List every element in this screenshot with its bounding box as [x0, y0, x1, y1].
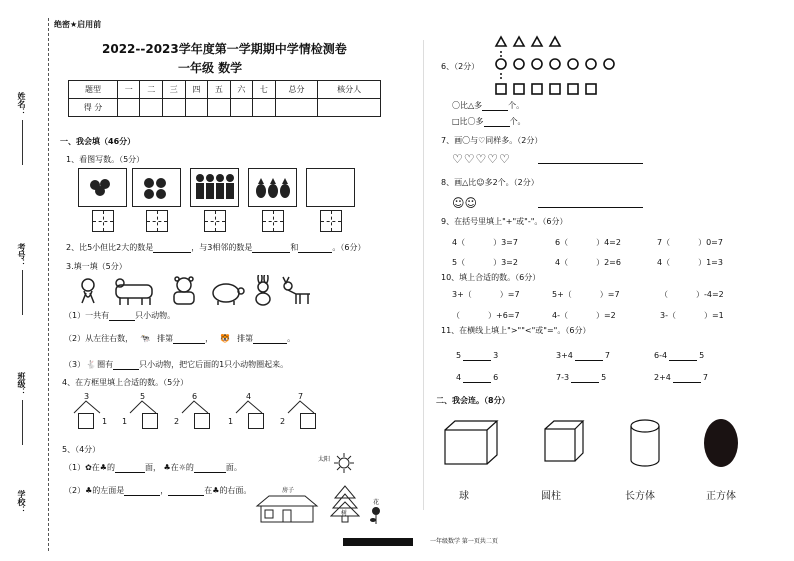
bond-top: 4: [246, 392, 252, 401]
q5-2-b: 的左面是: [92, 486, 125, 495]
q3-3-b: 圈有: [97, 360, 114, 369]
score-input[interactable]: [208, 99, 231, 117]
score-input[interactable]: [275, 99, 318, 117]
q2-blank-2[interactable]: [252, 244, 290, 253]
footer-text: 一年级数学 第一页共二页: [430, 538, 498, 545]
children-icon: [191, 169, 238, 206]
class-label: 班级：: [17, 372, 26, 396]
sun-icon: ☼: [178, 463, 186, 472]
number-bond-1: [66, 392, 114, 435]
score-cell: 一: [117, 81, 140, 99]
q3-2-blank-1[interactable]: [173, 335, 205, 344]
house-icon: [255, 494, 319, 524]
q6-b: 个。: [508, 101, 525, 110]
rabbit-icon: [256, 275, 270, 305]
q11-left: 3+4: [556, 351, 573, 360]
q3-1: [64, 311, 175, 321]
q2-part-a: 2、比5小但比2大的数是: [66, 243, 154, 252]
q9-item-left: 6（: [555, 238, 569, 247]
number-label: 考号：: [17, 243, 26, 267]
q9-item-right: ）3=7: [493, 238, 518, 247]
apple-icon: [133, 169, 180, 206]
q2-text: [66, 243, 365, 253]
q11-item: [556, 351, 610, 361]
q3-1-blank[interactable]: [109, 312, 135, 321]
q11-left: 5: [456, 351, 462, 360]
score-cell: 核分人: [318, 81, 381, 99]
cow-icon: 🐄: [140, 334, 151, 343]
bond-box[interactable]: [248, 413, 264, 429]
score-cell: 题型: [69, 81, 118, 99]
circle-icon: [496, 59, 614, 69]
class-line[interactable]: [22, 400, 23, 445]
sun-icon: [333, 452, 355, 474]
footer-redaction: [343, 538, 413, 546]
number-bond-3: [174, 392, 222, 435]
tree-icon: ♣: [85, 486, 93, 495]
q3-2: [64, 334, 295, 344]
q3-3: [64, 360, 288, 370]
q6-c: □比〇多: [452, 117, 484, 126]
q5-text: 5、（4分）: [62, 445, 101, 454]
bond-top: 6: [192, 392, 198, 401]
q5-2-blank-2[interactable]: [168, 487, 204, 496]
triangle-icon: [496, 37, 560, 46]
tree-icon: ♣: [212, 486, 220, 495]
q5-1-e: 在: [170, 463, 179, 472]
q8-text: 8、画△比☺多2个。（2分）: [441, 178, 539, 187]
score-table: [68, 80, 381, 117]
q5-2-e: 的右面。: [219, 486, 252, 495]
q11-right: 5: [601, 373, 607, 382]
q9-item: [452, 238, 518, 248]
score-cell: 总分: [275, 81, 318, 99]
q9-item-left: 4（: [452, 238, 466, 247]
bond-part: 1: [228, 417, 234, 426]
q5-2-d: 在: [204, 486, 213, 495]
q1-text: 1、看图写数。（5分）: [66, 155, 145, 164]
bond-top: 3: [84, 392, 90, 401]
q11-left: 2+4: [654, 373, 671, 382]
heart-icon: ♡♡♡♡♡: [452, 152, 511, 166]
score-cell: 二: [140, 81, 163, 99]
q11-right: 7: [702, 373, 708, 382]
q3-3-c: 只小动物，把它后面的1只小动物圈起来。: [139, 360, 289, 369]
q11-left: 6-4: [654, 351, 668, 360]
q5-1-c: 的: [106, 463, 115, 472]
picture-box-2: [132, 168, 181, 207]
picture-box-4: [248, 168, 297, 207]
q11-item: [654, 351, 704, 361]
bond-top: 5: [140, 392, 146, 401]
tiger-icon: 🐯: [220, 334, 231, 343]
score-row-label: 得 分: [69, 99, 118, 117]
q11-blank[interactable]: [669, 352, 697, 361]
q10-item: [552, 290, 620, 300]
tian-grid-3[interactable]: [204, 210, 226, 232]
bond-box[interactable]: [142, 413, 158, 429]
bond-top: 7: [298, 392, 304, 401]
q6-shapes: [488, 34, 628, 104]
q11-blank[interactable]: [575, 352, 603, 361]
q11-blank[interactable]: [571, 374, 599, 383]
name-line[interactable]: [22, 120, 23, 165]
q10-item-right: ）=2: [595, 311, 616, 320]
number-bond-5: [280, 392, 328, 435]
q5-1-f: 的: [185, 463, 194, 472]
number-bond-2: [122, 392, 170, 435]
q9-item-right: ）0=7: [698, 238, 723, 247]
square-icon: [496, 84, 596, 94]
q6-line-2: [452, 117, 526, 127]
q3-2-blank-2[interactable]: [253, 335, 287, 344]
score-input[interactable]: [230, 99, 253, 117]
q10-item: [452, 311, 520, 321]
school-label: 学校：: [17, 490, 26, 514]
q5-1-blank-1[interactable]: [115, 464, 145, 473]
q3-2-a: （2）从左往右数，: [64, 334, 134, 343]
picture-box-3: [190, 168, 239, 207]
bond-lines-3: [174, 395, 222, 415]
tree-icon: ♣: [99, 463, 107, 472]
q5-1: [64, 463, 242, 473]
cuboid-icon: [442, 418, 502, 468]
score-value-row: [69, 99, 381, 117]
score-input[interactable]: [163, 99, 186, 117]
q2-part-b: ，与3相邻的数是: [191, 243, 253, 252]
q10-item: [452, 290, 520, 300]
monkey-icon: [82, 279, 94, 303]
bond-lines-1: [66, 395, 114, 415]
q5-1-a: （1）: [64, 463, 86, 472]
q9-item-left: 4（: [555, 258, 569, 267]
secret-label: 绝密★启用前: [54, 20, 102, 29]
q10-item-right: ）=1: [703, 311, 724, 320]
score-cell: 三: [163, 81, 186, 99]
q11-item: [556, 373, 606, 383]
q5-1-blank-2[interactable]: [194, 464, 226, 473]
q3-1-a: （1）一共有: [64, 311, 110, 320]
q11-right: 7: [604, 351, 610, 360]
q11-item: [456, 373, 498, 383]
cube-icon: [542, 418, 586, 464]
bond-part: 1: [102, 417, 108, 426]
q9-item-right: ）3=2: [493, 258, 518, 267]
q2-blank-3[interactable]: [298, 244, 332, 253]
q7-text: 7、画〇与♡同样多。（2分）: [441, 136, 543, 145]
q6-d: 个。: [509, 117, 526, 126]
q2-blank-1[interactable]: [153, 244, 191, 253]
q9-item-right: ）1=3: [698, 258, 723, 267]
q5-1-d: 面，: [144, 463, 161, 472]
tree-icon: ♣: [163, 463, 171, 472]
q6-line-1: [452, 101, 524, 111]
solid-label: 正方体: [706, 491, 736, 502]
q10-item-right: ）=7: [599, 290, 620, 299]
flower-icon: [368, 505, 384, 525]
tian-grid-1[interactable]: [92, 210, 114, 232]
q6-a: 〇比△多: [452, 101, 483, 110]
tree-label: 树: [341, 510, 348, 517]
q10-item-left: 5+（: [552, 290, 572, 299]
cow-icon: [116, 279, 152, 305]
q11-left: 4: [456, 373, 462, 382]
bond-box[interactable]: [78, 413, 94, 429]
flower-icon: ✿: [85, 463, 92, 472]
q3-text: 3.填一填（5分）: [66, 262, 127, 271]
q9-item-right: ）2=6: [596, 258, 621, 267]
q5-1-g: 面。: [225, 463, 242, 472]
q11-item: [654, 373, 708, 383]
section1-heading: 一、我会填（46分）: [60, 137, 136, 146]
q9-item-left: 5（: [452, 258, 466, 267]
q10-item-left: 3+（: [452, 290, 472, 299]
bond-box[interactable]: [300, 413, 316, 429]
solid-label: 长方体: [625, 491, 655, 502]
bond-lines-4: [228, 395, 276, 415]
q9-item: [452, 258, 518, 268]
q10-item-left: 3-（: [660, 311, 676, 320]
bond-box[interactable]: [194, 413, 210, 429]
number-bond-4: [228, 392, 276, 435]
q9-text: 9、在括号里填上"+"或"-"。（6分）: [441, 217, 568, 226]
q10-text: 10、填上合适的数。（6分）: [441, 273, 541, 282]
animals-row: [76, 275, 326, 307]
q7-answer-line[interactable]: [538, 163, 643, 164]
q3-2-d: 排第: [237, 334, 254, 343]
tiger-icon: [174, 277, 194, 304]
bond-part: 1: [122, 417, 128, 426]
q3-3-a: （3）: [64, 360, 86, 369]
score-input[interactable]: [140, 99, 163, 117]
q10-item-left: （: [660, 290, 668, 299]
q9-item: [555, 258, 621, 268]
name-label: 姓名：: [17, 92, 26, 116]
q3-3-blank[interactable]: [113, 361, 139, 370]
score-header-row: [69, 81, 381, 99]
q11-right: 6: [493, 373, 499, 382]
cylinder-icon: [628, 418, 662, 468]
turtle-icon: [213, 284, 244, 305]
solid-label: 圆柱: [541, 491, 561, 502]
deer-icon: [283, 277, 310, 304]
tian-grid-2[interactable]: [146, 210, 168, 232]
score-cell: 七: [253, 81, 276, 99]
q11-right: 5: [699, 351, 705, 360]
q9-item-right: ）4=2: [596, 238, 621, 247]
bond-part: 2: [174, 417, 180, 426]
q5-1-b: 在: [91, 463, 100, 472]
flower-label: 花: [373, 499, 380, 506]
fruit-icon: [79, 169, 126, 206]
q10-item: [660, 311, 724, 321]
q9-item: [555, 238, 621, 248]
q10-item: [552, 311, 616, 321]
q3-1-b: 只小动物。: [135, 311, 176, 320]
section2-heading: 二、我会连。（8分）: [436, 396, 510, 405]
q11-blank[interactable]: [463, 352, 491, 361]
q9-item: [657, 258, 723, 268]
page-subtitle: 一年级 数学: [178, 61, 243, 75]
score-input[interactable]: [318, 99, 381, 117]
bond-lines-5: [280, 395, 328, 415]
q11-left: 7-3: [556, 373, 570, 382]
bond-lines-2: [122, 395, 170, 415]
q11-item: [456, 351, 498, 361]
q4-text: 4、在方框里填上合适的数。（5分）: [62, 378, 189, 387]
rabbit-icon: 🐇: [86, 360, 97, 369]
sphere-icon: [701, 417, 741, 469]
q9-item-left: 7（: [657, 238, 671, 247]
number-line[interactable]: [22, 270, 23, 315]
q6-blank-1[interactable]: [482, 102, 508, 111]
bond-part: 2: [280, 417, 286, 426]
score-cell: 五: [208, 81, 231, 99]
smiley-icon: ☺☺: [452, 196, 478, 210]
center-divider: [423, 40, 424, 510]
picture-box-5: [306, 168, 355, 207]
tian-grid-5[interactable]: [320, 210, 342, 232]
binding-line: [48, 18, 49, 551]
q8-answer-line[interactable]: [538, 207, 643, 208]
q3-2-b: 排第: [157, 334, 174, 343]
q9-item: [657, 238, 723, 248]
score-input[interactable]: [117, 99, 140, 117]
q10-item-right: ）=7: [499, 290, 520, 299]
score-input[interactable]: [185, 99, 208, 117]
q3-2-e: 。: [287, 334, 296, 343]
pineapple-icon: [249, 169, 296, 206]
q2-part-d: 。（6分）: [332, 243, 366, 252]
score-cell: 四: [185, 81, 208, 99]
q6-text: 6、（2分）: [441, 62, 480, 71]
q5-2-c: ，: [160, 486, 169, 495]
solid-label: 球: [459, 491, 469, 502]
q10-item-right: ）-4=2: [696, 290, 724, 299]
score-cell: 六: [230, 81, 253, 99]
q3-2-c: ，: [205, 334, 214, 343]
q10-item-left: （: [452, 311, 460, 320]
q2-part-c: 和: [290, 243, 299, 252]
q10-item: [660, 290, 724, 300]
q11-blank[interactable]: [463, 374, 491, 383]
sun-label: 太阳: [318, 456, 331, 463]
q9-item-left: 4（: [657, 258, 671, 267]
house-label: 房子: [282, 487, 295, 494]
q11-blank[interactable]: [673, 374, 701, 383]
page-title: 2022--2023学年度第一学期期中学情检测卷: [102, 42, 347, 56]
q10-item-right: ）+6=7: [488, 311, 520, 320]
q5-2-blank-1[interactable]: [124, 487, 160, 496]
q11-right: 3: [493, 351, 499, 360]
q5-2-a: （2）: [64, 486, 86, 495]
q10-item-left: 4-（: [552, 311, 568, 320]
q6-blank-2[interactable]: [484, 118, 510, 127]
picture-box-1: [78, 168, 127, 207]
score-input[interactable]: [253, 99, 276, 117]
tian-grid-4[interactable]: [262, 210, 284, 232]
q5-2: [64, 486, 251, 496]
q11-text: 11、在横线上填上">""<"或"="。（6分）: [441, 326, 591, 335]
